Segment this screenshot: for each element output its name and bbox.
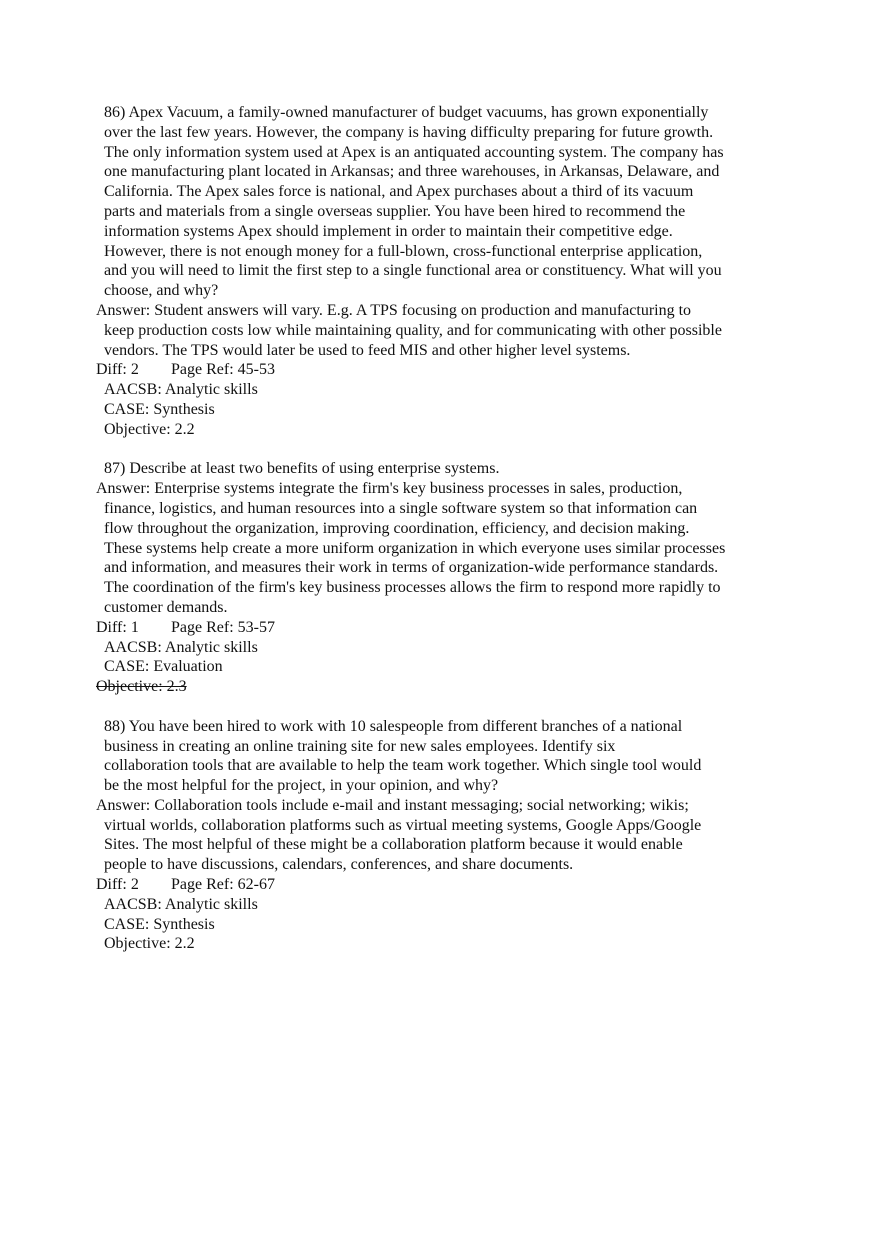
question-line: business in creating an online training site for new sales employees. Identify six [104,737,616,755]
document-page [96,103,786,954]
question-block-87 [96,459,786,697]
difficulty: Diff: 2 [96,876,139,894]
answer-line: vendors. The TPS would later be used to feed MIS and other higher level systems. [104,341,631,359]
spacer [96,440,786,460]
objective: Objective: 2.2 [104,935,195,953]
diff-line [96,360,786,380]
aacsb: AACSB: Analytic skills [104,381,258,399]
question-line: one manufacturing plant located in Arkansas; and three warehouses, in Arkansas, Delaware, and [104,163,720,181]
case: CASE: Synthesis [104,400,215,418]
question-line: 86) Apex Vacuum, a family-owned manufacturer of budget vacuums, has grown exponentially [104,104,709,121]
answer-line: Answer: Collaboration tools include e-mail and instant messaging; social networking; wikis; [96,796,689,814]
question-line: 87) Describe at least two benefits of using enterprise systems. [104,460,500,478]
answer-line: Answer: Enterprise systems integrate the firm's key business processes in sales, production, [96,480,683,498]
objective: Objective: 2.2 [104,420,195,438]
spacer [96,697,786,717]
answer-text [96,479,786,618]
aacsb: AACSB: Analytic skills [104,895,258,913]
question-metadata [96,875,786,954]
question-text [96,103,786,301]
question-line: The only information system used at Apex is an antiquated accounting system. The company has [104,143,724,161]
answer-line: people to have discussions, calendars, conferences, and share documents. [104,856,574,874]
answer-line: finance, logistics, and human resources into a single software system so that information can [104,499,698,517]
difficulty: Diff: 1 [96,618,139,636]
page-ref: Page Ref: 45-53 [171,361,275,379]
answer-line: flow throughout the organization, improving coordination, efficiency, and decision making. [104,519,690,537]
question-metadata [96,618,786,697]
question-block-86 [96,103,786,440]
answer-line: keep production costs low while maintaining quality, and for communicating with other possible [104,321,722,339]
answer-text [96,796,786,875]
question-text [96,717,786,796]
answer-line: and information, and measures their work in terms of organization-wide performance standards. [104,559,719,577]
answer-line: The coordination of the firm's key business processes allows the firm to respond more rapidly to [104,579,721,597]
answer-line: customer demands. [104,598,228,616]
question-block-88 [96,717,786,955]
objective-struck [96,678,187,695]
objective-line [96,677,786,697]
question-line: be the most helpful for the project, in your opinion, and why? [104,777,499,795]
page-ref: Page Ref: 62-67 [171,876,275,894]
answer-line: These systems help create a more uniform organization in which everyone uses similar processes [104,539,726,557]
answer-text [96,301,786,360]
answer-line: virtual worlds, collaboration platforms such as virtual meeting systems, Google Apps/Google [104,816,702,834]
question-line: parts and materials from a single overseas supplier. You have been hired to recommend the [104,202,686,220]
page-ref: Page Ref: 53-57 [171,618,275,636]
objective: Objective: 2.3 [96,678,187,696]
difficulty: Diff: 2 [96,361,139,379]
question-line: and you will need to limit the first step to a single functional area or constituency. What will you [104,262,722,280]
answer-line: Sites. The most helpful of these might be a collaboration platform because it would enable [104,836,683,854]
question-metadata [96,360,786,439]
question-line: information systems Apex should implement in order to maintain their competitive edge. [104,222,673,240]
case: CASE: Synthesis [104,915,215,933]
question-line: over the last few years. However, the company is having difficulty preparing for future growth. [104,123,714,141]
question-line: choose, and why? [104,282,219,300]
aacsb: AACSB: Analytic skills [104,638,258,656]
question-line: 88) You have been hired to work with 10 salespeople from different branches of a national [104,717,683,735]
question-text [96,459,786,479]
case: CASE: Evaluation [104,658,223,676]
question-line: However, there is not enough money for a full-blown, cross-functional enterprise application, [104,242,703,260]
question-line: collaboration tools that are available to help the team work together. Which single tool would [104,757,702,775]
diff-line [96,618,786,638]
question-line: California. The Apex sales force is national, and Apex purchases about a third of its vacuum [104,183,694,201]
diff-line [96,875,786,895]
answer-line: Answer: Student answers will vary. E.g. A TPS focusing on production and manufacturing to [96,301,692,319]
